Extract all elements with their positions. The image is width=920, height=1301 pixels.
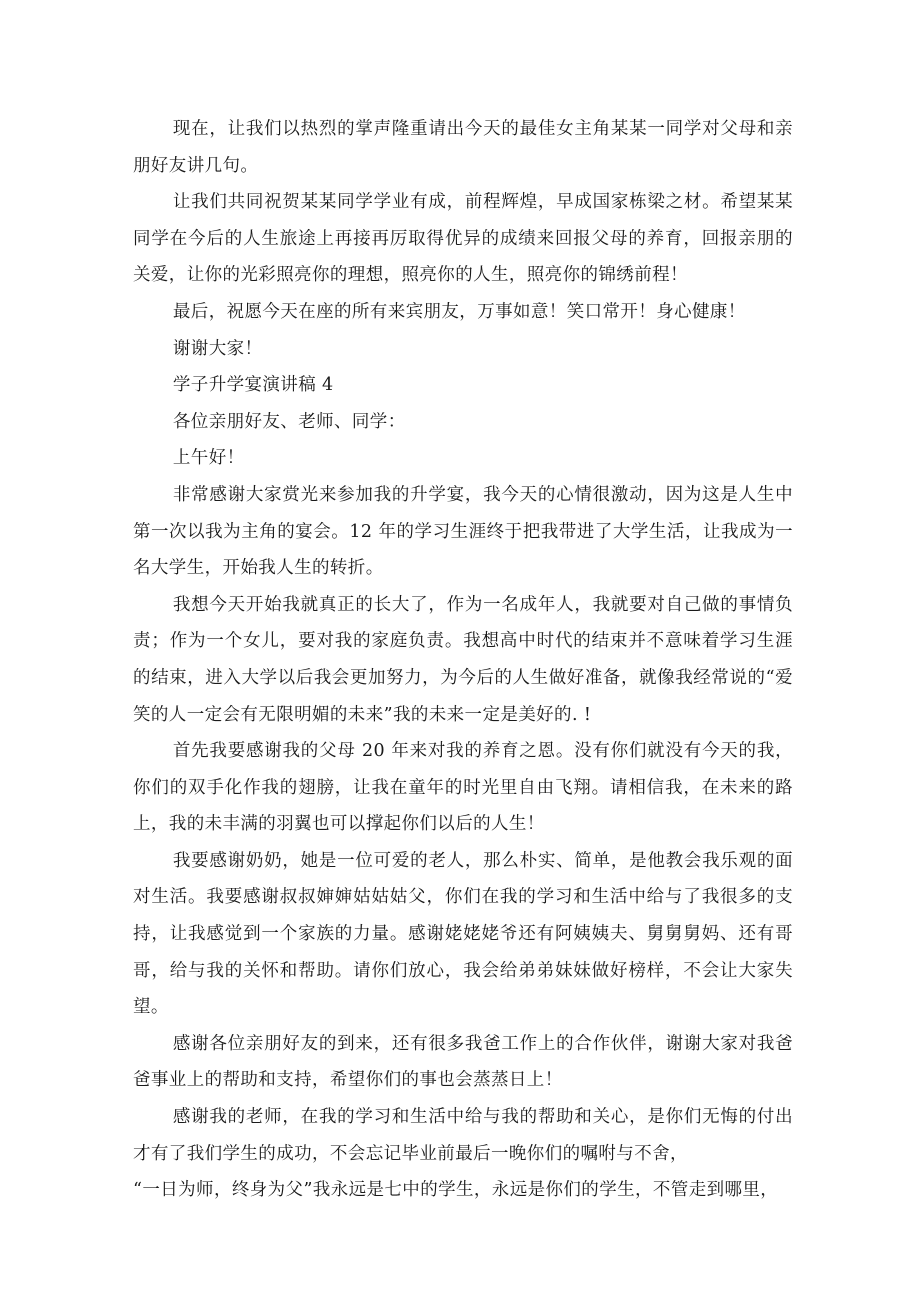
paragraph-11: 我要感谢奶奶，她是一位可爱的老人，那么朴实、简单，是他教会我乐观的面对生活。我要感谢叔叔婶婶姑姑姑父，你们在我的学习和生活中给与了我很多的支持，让我感觉到一个家族的力量。感谢姥姥姥爷还有阿姨姨夫、舅舅舅妈、还有哥哥，给与我的关怀和帮助。请你们放心，我会给弟弟妹妹做好榜样，不会让大家失望。 bbox=[133, 850, 793, 1018]
paragraph-10: 首先我要感谢我的父母 20 年来对我的养育之恩。没有你们就没有今天的我，你们的双手化作我的翅膀，让我在童年的时光里自由飞翔。请相信我，在未来的路上，我的未丰满的羽翼也可以撑起你们以后的人生！ bbox=[133, 741, 793, 835]
paragraph-4: 谢谢大家！ bbox=[172, 338, 263, 359]
paragraph-13: 感谢我的老师，在我的学习和生活中给与我的帮助和关心，是你们无悔的付出才有了我们学生的成功，不会忘记毕业前最后一晚你们的嘱咐与不舍， bbox=[133, 1107, 793, 1164]
paragraph-3: 最后，祝愿今天在座的所有来宾朋友，万事如意！笑口常开！身心健康！ bbox=[172, 301, 746, 322]
paragraph-2: 让我们共同祝贺某某同学学业有成，前程辉煌，早成国家栋梁之材。希望某某同学在今后的人生旅途上再接再厉取得优异的成绩来回报父母的养育，回报亲朋的关爱，让你的光彩照亮你的理想，照亮你的人生，照亮你的锦绣前程！ bbox=[133, 192, 793, 286]
paragraph-9: 我想今天开始我就真正的长大了，作为一名成年人，我就要对自己做的事情负责；作为一个女儿，要对我的家庭负责。我想高中时代的结束并不意味着学习生涯的结束，进入大学以后我会更加努力，为今后的人生做好准备，就像我经常说的“爱笑的人一定会有无限明媚的未来”我的未来一定是美好的. ! bbox=[133, 594, 793, 725]
greeting: 上午好！ bbox=[172, 448, 245, 469]
paragraph-1: 现在，让我们以热烈的掌声隆重请出今天的最佳女主角某某一同学对父母和亲朋好友讲几句。 bbox=[133, 119, 793, 176]
paragraph-14: “一日为师，终身为父”我永远是七中的学生，永远是你们的学生，不管走到哪里， bbox=[133, 1180, 779, 1201]
salutation: 各位亲朋好友、老师、同学： bbox=[172, 411, 406, 432]
paragraph-8: 非常感谢大家赏光来参加我的升学宴，我今天的心情很激动，因为这是人生中第一次以我为主角的宴会。12 年的学习生涯终于把我带进了大学生活，让我成为一名大学生，开始我人生的转折。 bbox=[133, 484, 793, 579]
paragraph-12: 感谢各位亲朋好友的到来，还有很多我爸工作上的合作伙伴，谢谢大家对我爸爸事业上的帮助和支持，希望你们的事也会蒸蒸日上！ bbox=[133, 1033, 793, 1091]
speech-title: 学子升学宴演讲稿 4 bbox=[172, 375, 334, 396]
document-body bbox=[133, 111, 793, 1209]
